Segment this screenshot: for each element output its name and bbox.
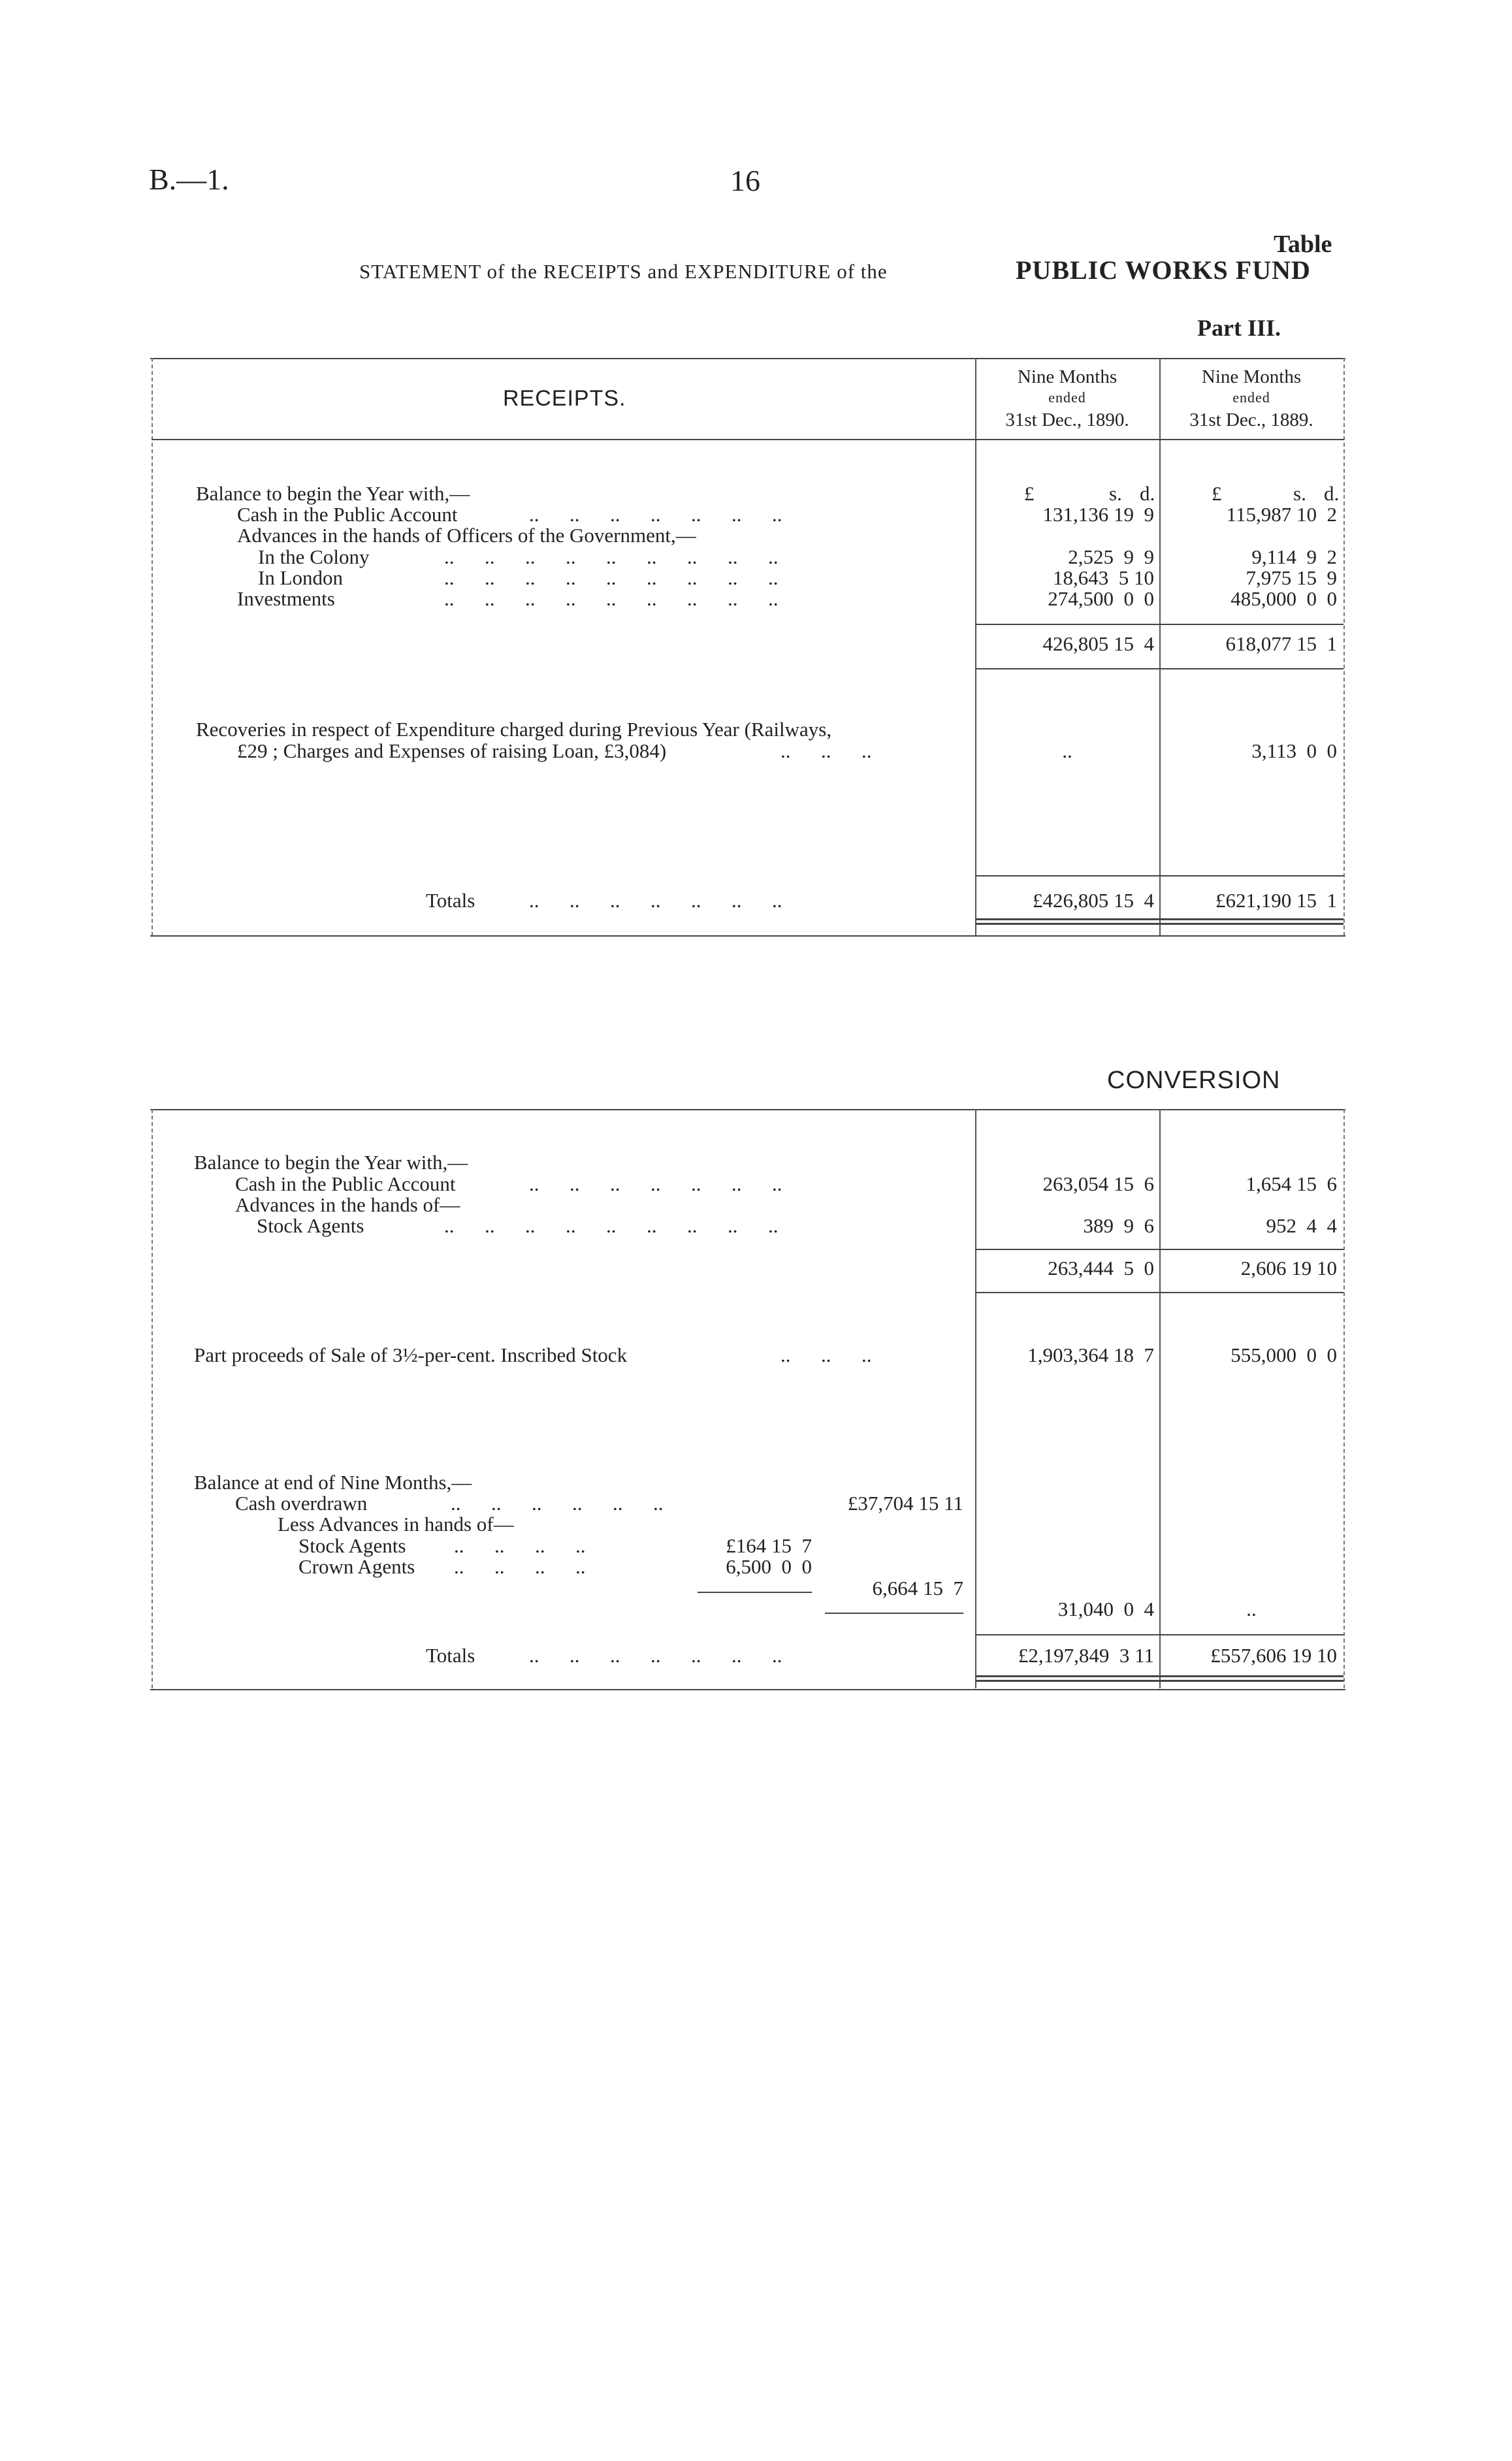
receipts-colony-1889: 9,114 9 2 xyxy=(1251,545,1337,568)
conversion-cash-label: Cash in the Public Account xyxy=(235,1172,456,1195)
conversion-cash-1890: 263,054 15 6 xyxy=(1042,1172,1154,1195)
conversion-totals-1890: £2,197,849 3 11 xyxy=(1018,1644,1154,1667)
receipts-balance-label: Balance to begin the Year with,— xyxy=(196,482,470,505)
receipts-heading: RECEIPTS. xyxy=(503,386,626,411)
conversion-stock-1890: 389 9 6 xyxy=(1083,1214,1154,1237)
conversion-cash-1889: 1,654 15 6 xyxy=(1246,1172,1337,1195)
receipts-colony-label: In the Colony xyxy=(258,545,370,568)
col1-pound-unit: £ xyxy=(1024,482,1035,505)
receipts-advances-label: Advances in the hands of Officers of the Government,— xyxy=(237,524,696,547)
crown-agents-amount: 6,500 0 0 xyxy=(726,1555,812,1578)
receipts-subtotal-1890: 426,805 15 4 xyxy=(1042,632,1154,655)
receipts-totals-label: Totals xyxy=(426,889,475,912)
recoveries-1890: .. xyxy=(1062,739,1072,762)
page-reference: B.—1. xyxy=(149,163,229,196)
col1-pence-unit: d. xyxy=(1140,482,1155,505)
receipts-investments-1890: 274,500 0 0 xyxy=(1048,587,1154,610)
col1-head-line3: 31st Dec., 1890. xyxy=(1005,410,1129,430)
col1-shilling-unit: s. xyxy=(1109,482,1122,505)
receipts-cash-1890: 131,136 19 9 xyxy=(1042,503,1154,526)
statement-title: STATEMENT of the RECEIPTS and EXPENDITURE of the xyxy=(359,260,888,283)
conversion-totals-label: Totals xyxy=(426,1644,475,1667)
receipts-colony-1890: 2,525 9 9 xyxy=(1068,545,1154,568)
receipts-investments-label: Investments xyxy=(237,587,335,610)
proceeds-1890: 1,903,364 18 7 xyxy=(1027,1343,1154,1366)
overdrawn-label: Cash overdrawn xyxy=(235,1492,368,1515)
receipts-totals-1890: £426,805 15 4 xyxy=(1033,889,1154,912)
conversion-stock-1889: 952 4 4 xyxy=(1266,1214,1337,1237)
col1-head-line2: ended xyxy=(1048,389,1086,406)
col2-pence-unit: d. xyxy=(1324,482,1340,505)
col2-pound-unit: £ xyxy=(1212,482,1222,505)
conversion-subtotal-1890: 263,444 5 0 xyxy=(1048,1257,1154,1279)
recoveries-line1: Recoveries in respect of Expenditure charged during Previous Year (Railways, xyxy=(196,718,832,741)
less-advances-total: 6,664 15 7 xyxy=(872,1577,963,1600)
part-label: Part III. xyxy=(1197,315,1281,341)
crown-agents-label: Crown Agents xyxy=(298,1555,415,1578)
conversion-totals-1889: £557,606 19 10 xyxy=(1210,1644,1337,1667)
col2-head-line3: 31st Dec., 1889. xyxy=(1189,410,1313,430)
table-label: Table xyxy=(1274,231,1332,258)
end-balance-1889: .. xyxy=(1246,1598,1257,1620)
overdrawn-amount: £37,704 15 11 xyxy=(847,1492,963,1515)
receipts-table: RECEIPTS. Nine Months ended 31st Dec., 1890. Nine Months ended 31st Dec., 1889. £ s. d. £ s. d. Balance to begin the Year with,— Cash in the Public Account .. .. .. .. .. .. .. 131,136 19 9 115,987 10 2 Advances in the hands of Officers of the Government,— In the Colony .. .. .. .. .. .. .. .. .. 2,525 9 9 9,114 9 2 In London .. .. .. .. .. .. .. .. .. 18,643 5 10 7,975 15 9 Investments .. .. .. .. .. .. .. .. .. 274,500 0 0 485,000 0 0 426,805 15 4 618,077 15 1 Recoveries in respect of Expenditure charged during Previous Year (Railways, £29 ; Charges and Expenses of raising Loan, £3,084) .. .. .. .. 3,113 0 0 Totals .. .. .. .. .. .. .. £426,805 15 4 £621,190 15 1 xyxy=(0,0,1512,980)
col2-head-line1: Nine Months xyxy=(1201,366,1302,387)
less-advances-label: Less Advances in hands of— xyxy=(278,1513,514,1536)
proceeds-1889: 555,000 0 0 xyxy=(1231,1343,1337,1366)
col2-shilling-unit: s. xyxy=(1293,482,1306,505)
receipts-london-label: In London xyxy=(258,566,344,589)
col1-head-line1: Nine Months xyxy=(1017,366,1118,387)
stock-agents2-label: Stock Agents xyxy=(298,1534,406,1557)
page-number: 16 xyxy=(730,164,760,197)
stock-agents2-amount: £164 15 7 xyxy=(726,1534,812,1557)
conversion-heading: CONVERSION xyxy=(1107,1067,1281,1094)
proceeds-label: Part proceeds of Sale of 3½-per-cent. Inscribed Stock xyxy=(194,1343,628,1366)
receipts-cash-label: Cash in the Public Account xyxy=(237,503,458,526)
conversion-advances-label: Advances in the hands of— xyxy=(235,1193,460,1216)
conversion-table: Balance to begin the Year with,— Cash in the Public Account .. .. .. .. .. .. .. 263,054 15 6 1,654 15 6 Advances in the hands of— Stock Agents .. .. .. .. .. .. .. .. .. 389 9 6 952 4 4 263,444 5 0 2,606 19 10 Part proceeds of Sale of 3½-per-cent. Inscribed Stock .. .. .. 1,903,364 18 7 555,000 0 0 Balance at end of Nine Months,— Cash overdrawn .. .. .. .. .. .. £37,704 15 11 Less Advances in hands of— Stock Agents .. .. .. .. £164 15 7 Crown Agents .. .. .. .. 6,500 0 0 6,664 15 7 31,040 0 4 .. Totals .. .. .. .. .. .. .. £2,197,849 3 11 £557,606 19 10 xyxy=(0,0,1512,1763)
receipts-subtotal-1889: 618,077 15 1 xyxy=(1225,632,1337,655)
end-balance-1890: 31,040 0 4 xyxy=(1057,1598,1154,1620)
recoveries-line2: £29 ; Charges and Expenses of raising Loan, £3,084) xyxy=(237,739,667,762)
recoveries-1889: 3,113 0 0 xyxy=(1251,739,1337,762)
conversion-stock-agents-label: Stock Agents xyxy=(257,1214,364,1237)
receipts-investments-1889: 485,000 0 0 xyxy=(1231,587,1337,610)
fund-name: PUBLIC WORKS FUND xyxy=(1016,255,1311,285)
receipts-cash-1889: 115,987 10 2 xyxy=(1226,503,1337,526)
conversion-subtotal-1889: 2,606 19 10 xyxy=(1240,1257,1337,1279)
receipts-london-1890: 18,643 5 10 xyxy=(1053,566,1154,589)
receipts-london-1889: 7,975 15 9 xyxy=(1246,566,1337,589)
end-balance-label: Balance at end of Nine Months,— xyxy=(194,1471,472,1494)
col2-head-line2: ended xyxy=(1232,389,1270,406)
conversion-balance-label: Balance to begin the Year with,— xyxy=(194,1151,468,1174)
receipts-totals-1889: £621,190 15 1 xyxy=(1215,889,1337,912)
